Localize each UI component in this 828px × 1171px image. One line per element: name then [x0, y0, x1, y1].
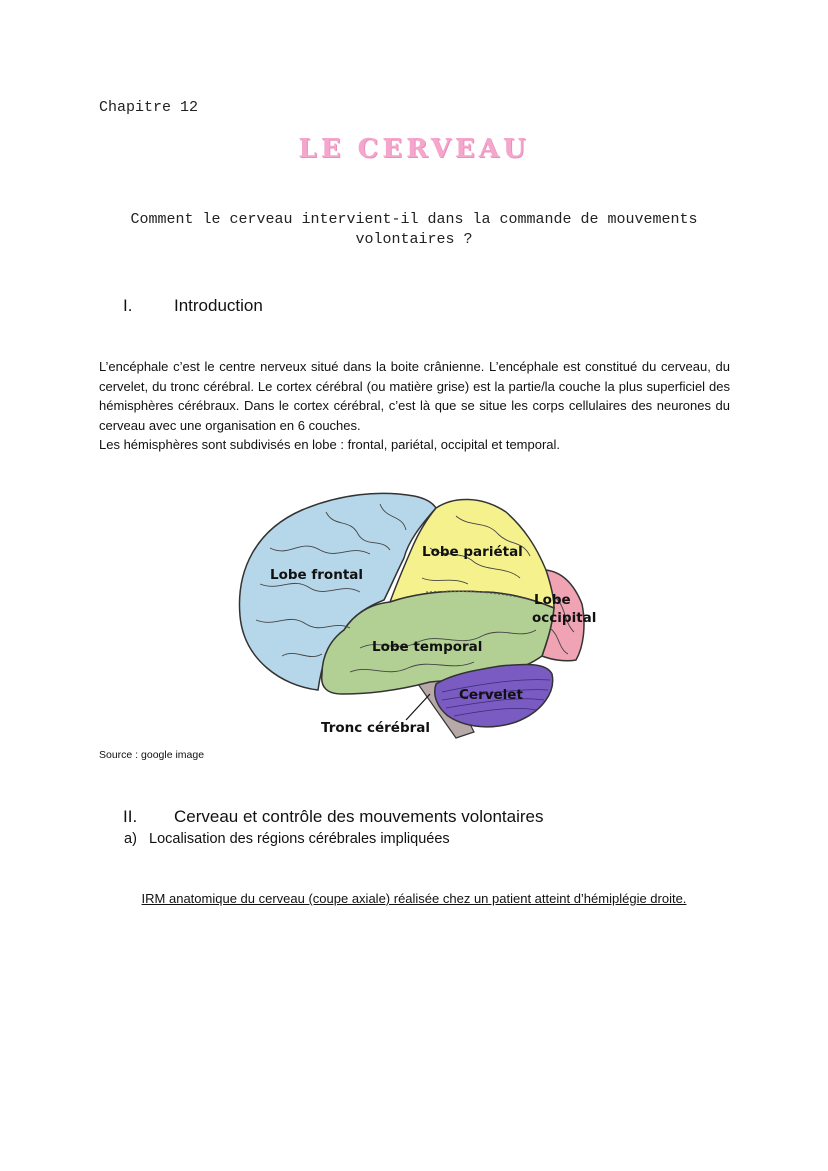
- image-source: Source : google image: [99, 749, 205, 761]
- label-cervelet: Cervelet: [459, 687, 523, 703]
- subsection-title: Localisation des régions cérébrales impliquées: [149, 831, 450, 847]
- subsection-number: a): [124, 831, 137, 847]
- intro-text-1: L’encéphale c’est le centre nerveux situé dans la boite crânienne. L’encéphale est constitué du cerveau, du cervelet, du tronc cérébral. Le cortex cérébral (ou matière grise) est la partie/la couche la plus superficiel des hémisphères cérébraux. Dans le cortex cérébral, c’est là que se situe les corps cellulaires des neurones du cerveau avec une organisation en 6 couches.: [99, 359, 730, 433]
- page-title: LE CERVEAU: [298, 134, 530, 164]
- section-heading-introduction: [123, 296, 423, 318]
- section-title: Cerveau et contrôle des mouvements volontaires: [174, 807, 544, 826]
- intro-paragraph: [99, 357, 730, 455]
- label-occipital-2: occipital: [532, 610, 597, 626]
- problem-question: Comment le cerveau intervient-il dans la commande de mouvements volontaires ?: [130, 211, 698, 248]
- label-tronc: Tronc cérébral: [321, 720, 431, 736]
- label-occipital-1: Lobe: [534, 592, 571, 608]
- section-title: Introduction: [174, 296, 263, 315]
- label-frontal: Lobe frontal: [270, 567, 364, 583]
- label-parietal: Lobe pariétal: [422, 544, 523, 560]
- label-temporal: Lobe temporal: [372, 639, 483, 655]
- section-number: I.: [123, 296, 133, 315]
- brain-diagram: [230, 488, 610, 744]
- section-heading-control: [123, 807, 623, 829]
- intro-text-2: Les hémisphères sont subdivisés en lobe : frontal, pariétal, occipital et temporal.: [99, 437, 561, 453]
- section-number: II.: [123, 807, 138, 826]
- chapter-label: Chapitre 12: [99, 99, 199, 116]
- brain-stem-leader: [406, 694, 430, 720]
- irm-caption: IRM anatomique du cerveau (coupe axiale) réalisée chez un patient atteint d’hémiplégie droite.: [141, 891, 687, 906]
